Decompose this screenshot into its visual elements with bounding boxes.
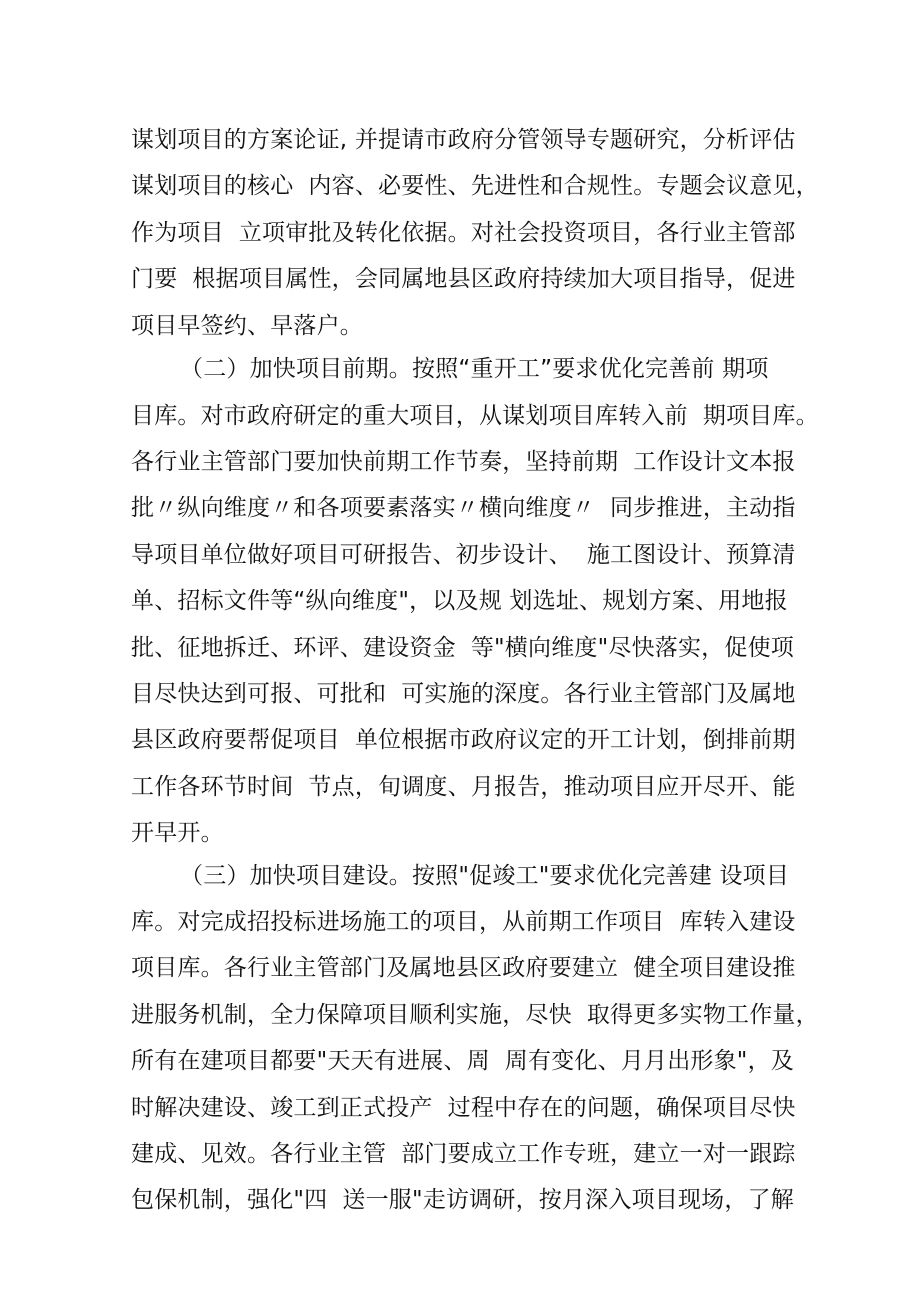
paragraph-1-line-5: 项目早签约、早落户。 <box>131 313 363 339</box>
paragraph-2-line-3: 各行业主管部门要加快前期工作节奏，坚持前期 工作设计文本报 <box>131 449 796 475</box>
paragraph-2-line-6: 单、招标文件等“纵向维度"，以及规 划选址、规划方案、用地报 <box>131 588 788 614</box>
paragraph-1-line-2: 谋划项目的核心 内容、必要性、先进性和合规性。专题会议意见， <box>131 173 819 199</box>
paragraph-3-line-4: 进服务机制，全力保障项目顺利实施，尽快 取得更多实物工作量， <box>131 1002 819 1028</box>
paragraph-2-line-7: 批、征地拆迁、环评、建设资金 等"横向维度"尽快落实，促使项 <box>131 635 794 661</box>
paragraph-2-line-2: 目库。对市政府研定的重大项目，从谋划项目库转入前 期项目库。 <box>131 403 819 429</box>
paragraph-1-line-1: 谋划项目的方案论证, 并提请市政府分管领导专题研究，分析评估 <box>131 127 796 153</box>
paragraph-2-line-4: 批〃纵向维度〃和各项要素落实〃横向维度〃 同步推进，主动指 <box>131 495 796 521</box>
paragraph-3-line-8: 包保机制，强化"四 送一服"走访调研，按月深入项目现场，了解 <box>131 1187 794 1213</box>
paragraph-2-line-11: 开早开。 <box>131 820 224 846</box>
paragraph-3-line-7: 建成、见效。各行业主管 部门要成立工作专班，建立一对一跟踪 <box>131 1141 796 1167</box>
paragraph-2-line-1: （二）加快项目前期。按照“重开工”要求优化完善前 期项 <box>180 356 769 382</box>
paragraph-1-line-3: 作为项目 立项审批及转化依据。对社会投资项目，各行业主管部 <box>131 220 796 246</box>
paragraph-3-line-2: 库。对完成招投标进场施工的项目，从前期工作项目 库转入建设 <box>131 909 796 935</box>
paragraph-3-line-1: （三）加快项目建设。按照"促竣工"要求优化完善建 设项目 <box>180 863 790 889</box>
paragraph-3-line-6: 时解决建设、竣工到正式投产 过程中存在的问题，确保项目尽快 <box>131 1095 796 1121</box>
paragraph-2-line-8: 目尽快达到可报、可批和 可实施的深度。各行业主管部门及属地 <box>131 681 796 707</box>
paragraph-2-line-10: 工作各环节时间 节点，旬调度、月报告，推动项目应开尽开、能 <box>131 774 796 800</box>
paragraph-3-line-3: 项目库。各行业主管部门及属地县区政府要建立 健全项目建设推 <box>131 955 796 981</box>
paragraph-2-line-5: 导项目单位做好项目可研报告、初步设计、 施工图设计、预算清 <box>131 542 796 568</box>
paragraph-1-line-4: 门要 根据项目属性，会同属地县区政府持续加大项目指导，促进 <box>131 266 796 292</box>
paragraph-3-line-5: 所有在建项目都要"天天有进展、周 周有变化、月月出形象"，及 <box>131 1048 794 1074</box>
paragraph-2-line-9: 县区政府要帮促项目 单位根据市政府议定的开工计划，倒排前期 <box>131 727 796 753</box>
